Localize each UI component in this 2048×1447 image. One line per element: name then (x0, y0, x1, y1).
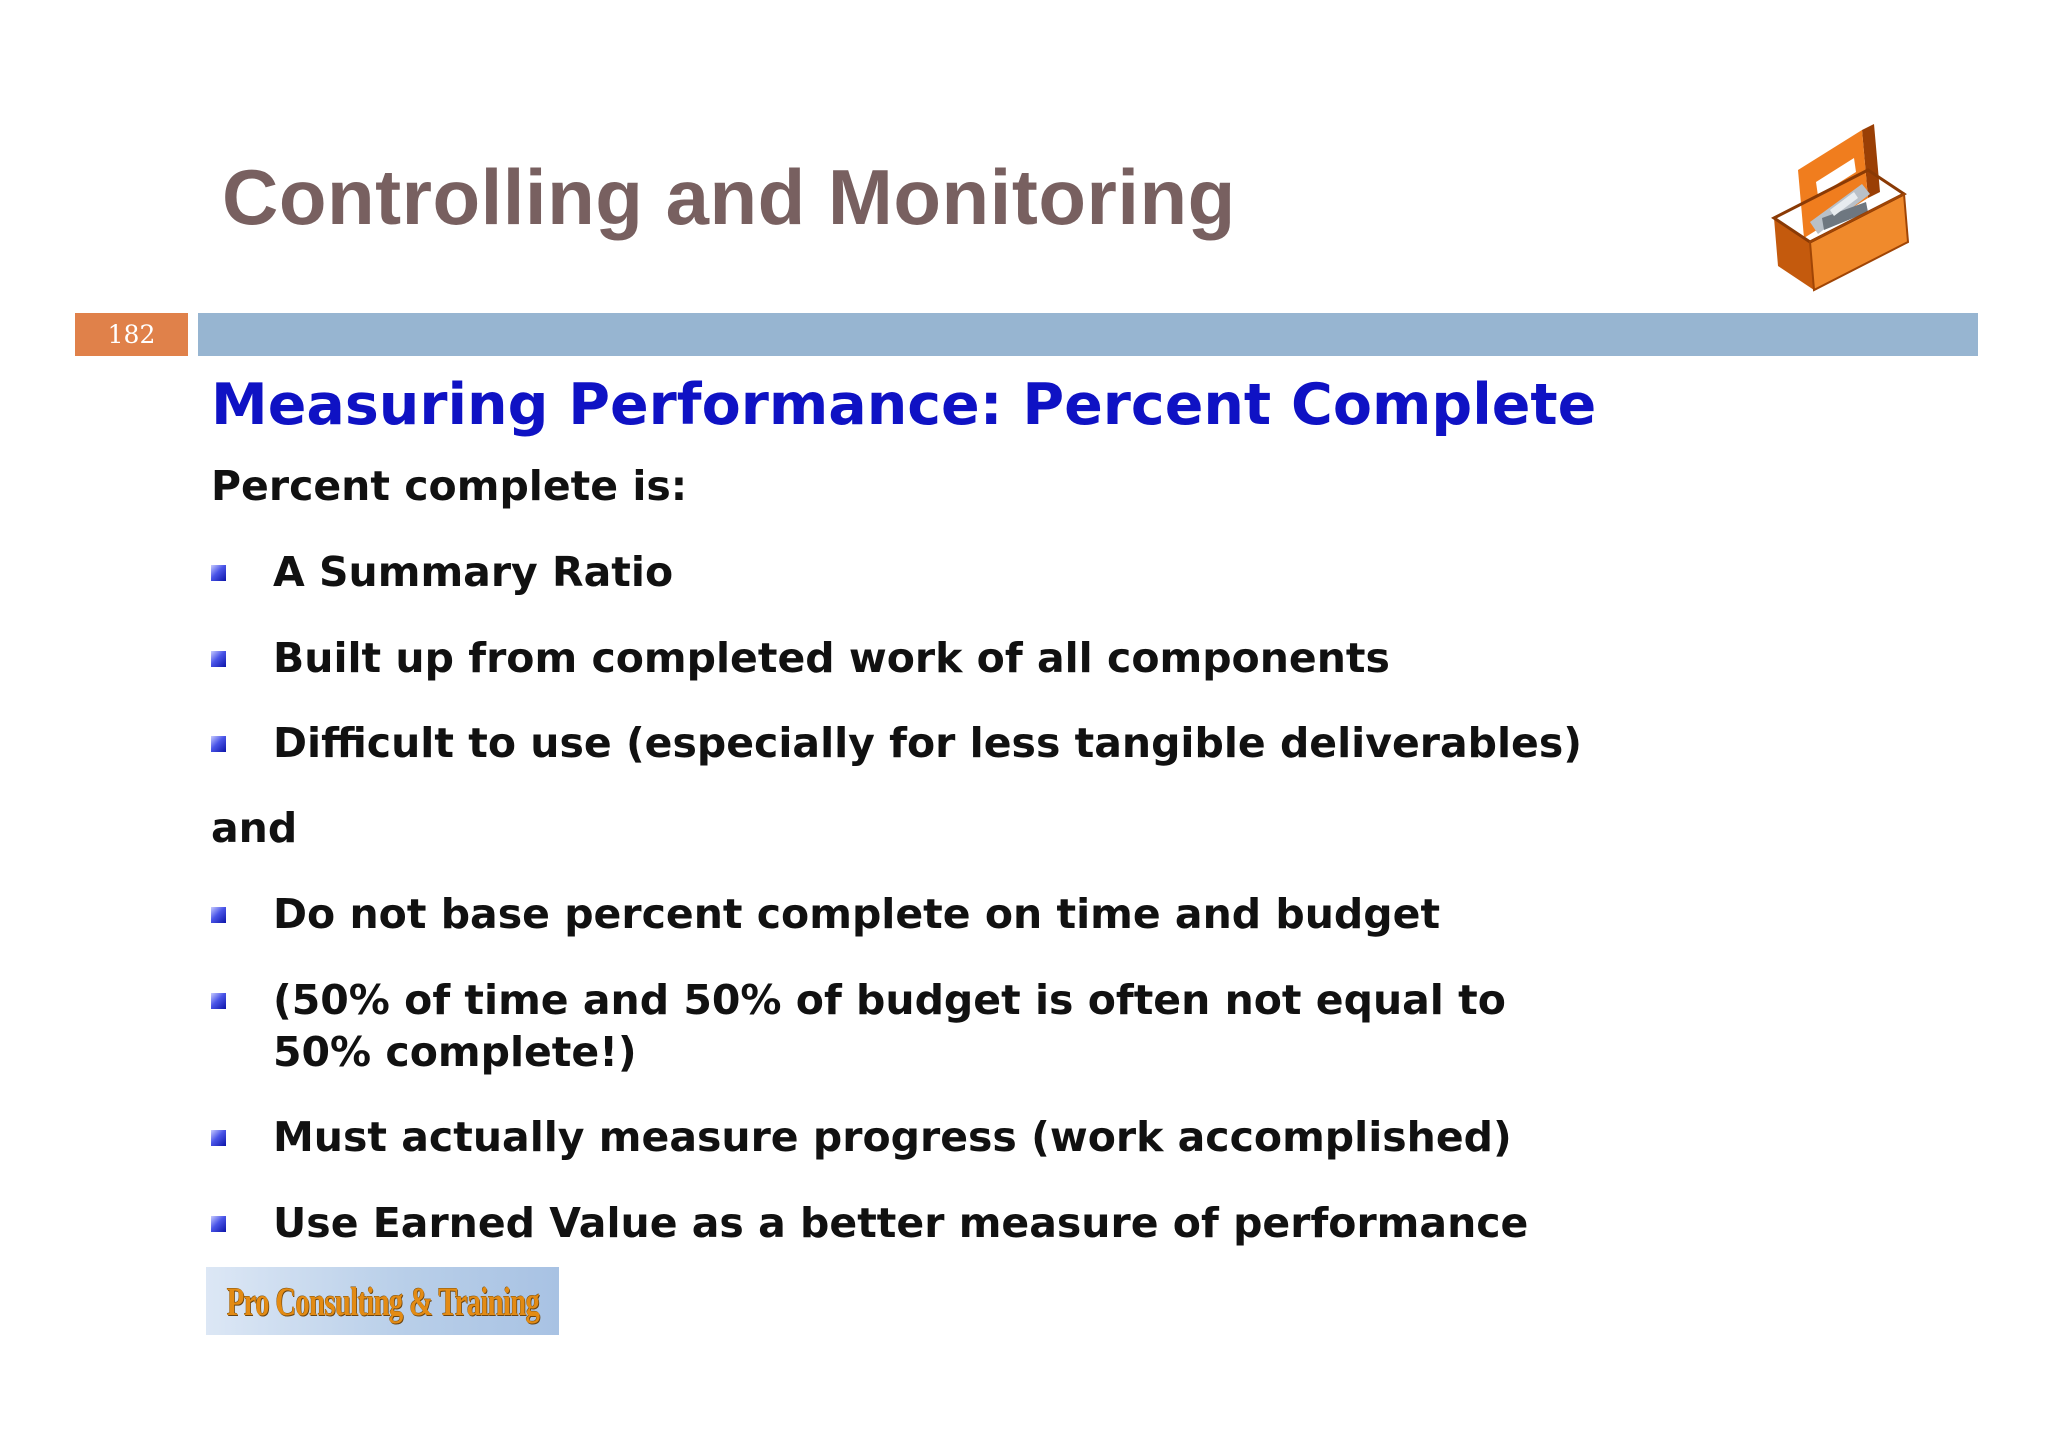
bullet-text: Built up from completed work of all components (273, 634, 1390, 682)
bullet-text: Must actually measure progress (work accomplished) (273, 1113, 1512, 1161)
slide-subtitle: Measuring Performance: Percent Complete (211, 372, 1597, 438)
bullet-item (211, 974, 1611, 1078)
bullet-item (211, 546, 1611, 598)
bullet-text: Difficult to use (especially for less tangible deliverables) (273, 719, 1582, 767)
square-bullet-icon (211, 907, 226, 923)
bullet-item (211, 632, 1611, 684)
square-bullet-icon (211, 736, 226, 752)
toolbox-icon (1770, 122, 1912, 292)
connector-text: and (211, 804, 298, 852)
intro-text: Percent complete is: (211, 462, 688, 510)
company-logo (206, 1267, 559, 1335)
square-bullet-icon (211, 1216, 226, 1232)
bullet-text: A Summary Ratio (273, 548, 674, 596)
square-bullet-icon (211, 651, 226, 667)
bullet-text: (50% of time and 50% of budget is often not equal to 50% complete!) (273, 976, 1506, 1076)
page-number-badge: 182 (75, 313, 188, 356)
square-bullet-icon (211, 1130, 226, 1146)
bullet-text: Do not base percent complete on time and budget (273, 890, 1441, 938)
logo-text: Pro Consulting & Training (226, 1278, 539, 1324)
square-bullet-icon (211, 565, 226, 581)
bullet-item (211, 1197, 1611, 1249)
bullet-item (211, 1111, 1611, 1163)
header-divider-bar (198, 313, 1978, 356)
bullet-item (211, 717, 1611, 769)
square-bullet-icon (211, 993, 226, 1009)
bullet-item (211, 888, 1611, 940)
slide-title: Controlling and Monitoring (222, 153, 1236, 241)
bullet-text: Use Earned Value as a better measure of performance (273, 1199, 1529, 1247)
